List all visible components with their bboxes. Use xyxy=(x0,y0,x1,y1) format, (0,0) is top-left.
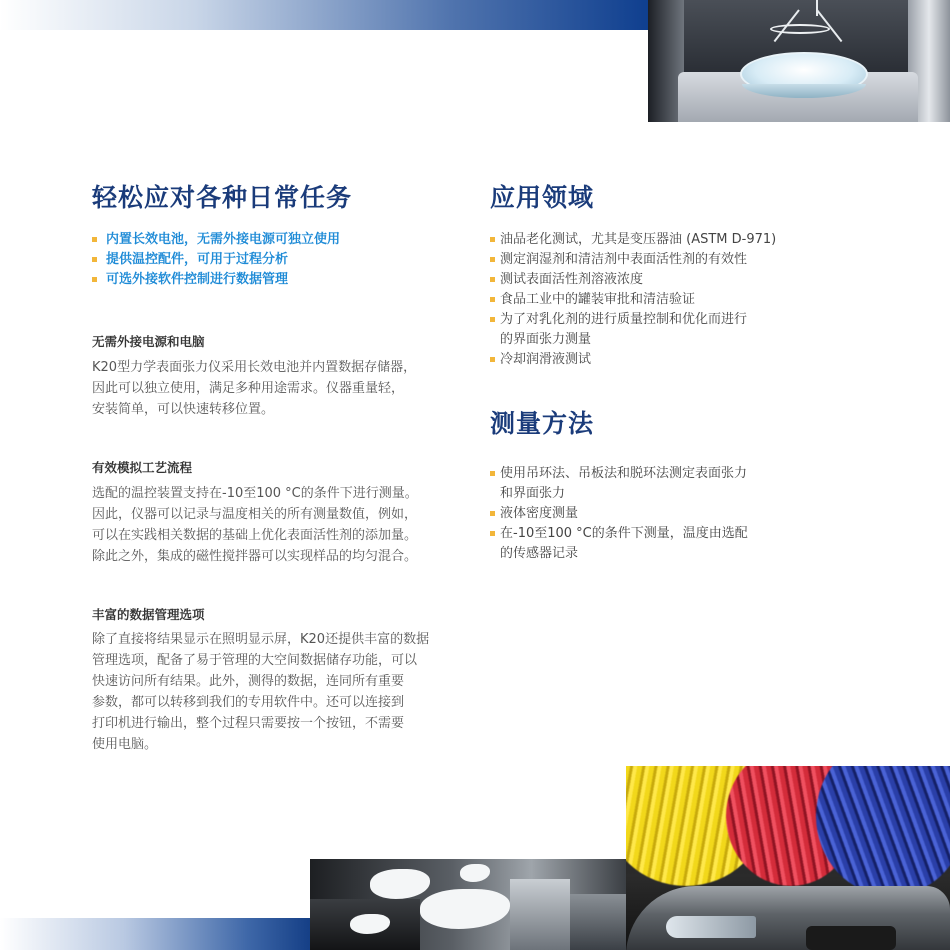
left-heading: 轻松应对各种日常任务 xyxy=(92,183,353,212)
method-item: 使用吊环法、吊板法和脱环法测定表面张力 和界面张力 xyxy=(490,464,748,504)
car-wash-photo xyxy=(626,766,950,950)
method-item: 在-10至100 °C的条件下测量，温度由选配 的传感器记录 xyxy=(490,524,748,564)
section-body-process: 选配的温控装置支持在-10至100 °C的条件下进行测量。 因此，仪器可以记录与温度相关的所有测量数值，例如， 可以在实践相关数据的基础上优化表面活性剂的添加量。 除此之外，集成的磁性搅拌器可以实现样品的均匀混合。 xyxy=(92,486,418,564)
liquid-splash-photo xyxy=(310,859,626,950)
application-item: 为了对乳化剂的进行质量控制和优化而进行 的界面张力测量 xyxy=(490,310,776,350)
section-title-process: 有效模拟工艺流程 xyxy=(92,460,193,475)
feature-item: 内置长效电池，无需外接电源可独立使用 xyxy=(92,230,340,250)
methods-list xyxy=(490,464,748,564)
method-item: 液体密度测量 xyxy=(490,504,748,524)
feature-list xyxy=(92,230,340,290)
instrument-photo xyxy=(648,0,950,122)
feature-item: 提供温控配件，可用于过程分析 xyxy=(92,250,340,270)
section-body-data: 除了直接将结果显示在照明显示屏，K20还提供丰富的数据 管理选项，配备了易于管理的大空间数据储存功能，可以 快速访问所有结果。此外，测得的数据，连同所有重要 参数，都可以转移到我们的专用软件中。还可以连接到 打印机进行输出，整个过程只需要按一个按钮，不需要 使用电脑。 xyxy=(92,632,430,752)
application-item: 油品老化测试，尤其是变压器油 (ASTM D-971) xyxy=(490,230,776,250)
application-item: 测试表面活性剂溶液浓度 xyxy=(490,270,776,290)
feature-item: 可选外接软件控制进行数据管理 xyxy=(92,270,340,290)
section-title-data: 丰富的数据管理选项 xyxy=(92,607,205,622)
bottom-gradient-band xyxy=(0,918,310,950)
application-item: 冷却润滑液测试 xyxy=(490,350,776,370)
applications-list xyxy=(490,230,776,370)
application-item: 食品工业中的罐装审批和清洁验证 xyxy=(490,290,776,310)
top-gradient-band xyxy=(0,0,648,30)
section-title-power: 无需外接电源和电脑 xyxy=(92,334,205,349)
methods-heading: 测量方法 xyxy=(490,409,595,438)
section-body-power: K20型力学表面张力仪采用长效电池并内置数据存储器， 因此可以独立使用，满足多种用途需求。仪器重量轻， 安装简单，可以快速转移位置。 xyxy=(92,360,417,417)
application-item: 测定润湿剂和清洁剂中表面活性剂的有效性 xyxy=(490,250,776,270)
applications-heading: 应用领域 xyxy=(490,183,595,212)
